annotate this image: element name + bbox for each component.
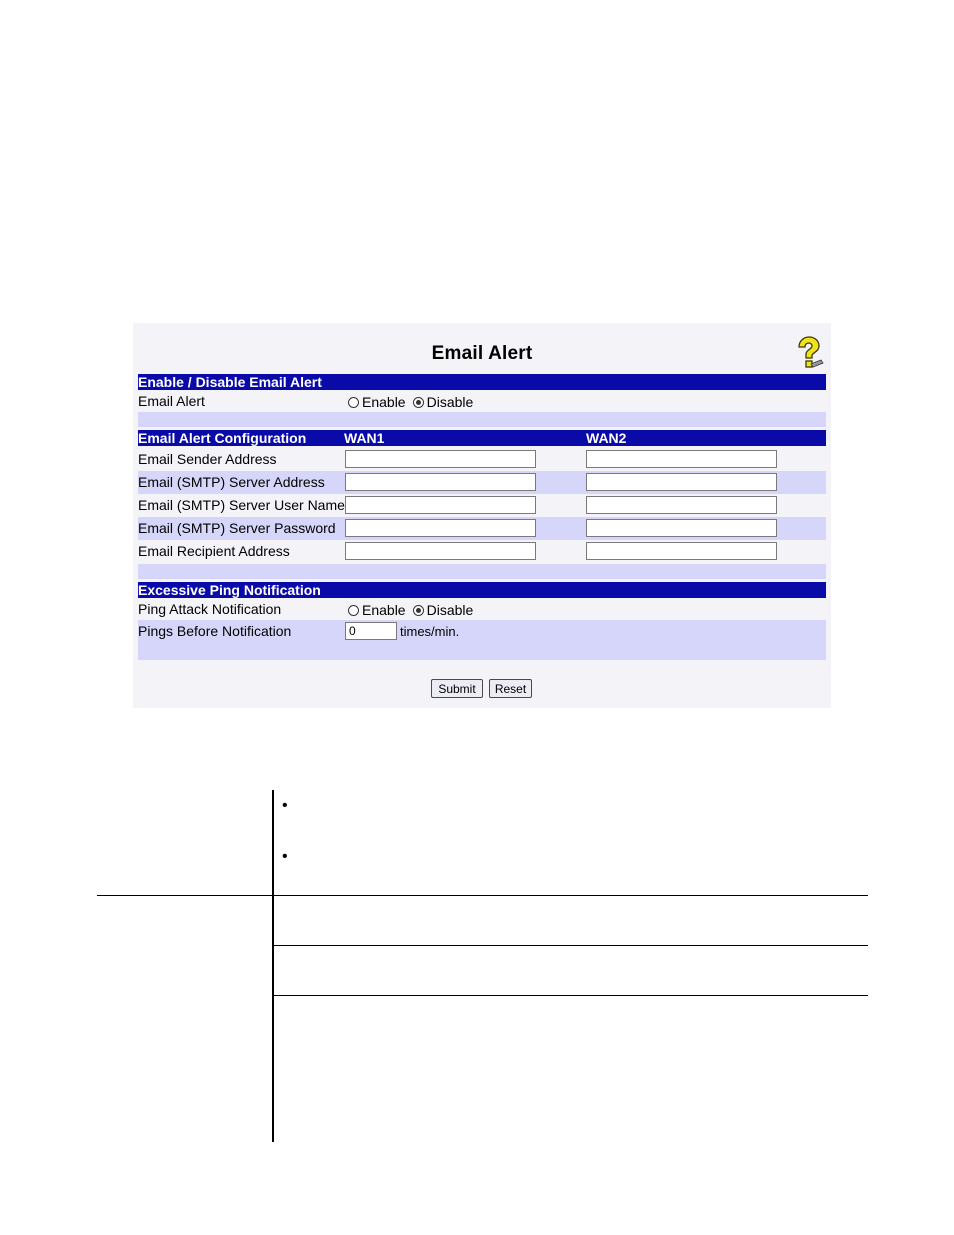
- email-alert-radio-group: [348, 392, 480, 412]
- sender-address-wan2-input[interactable]: [586, 450, 777, 468]
- smtp-server-address-row: [138, 471, 826, 494]
- smtp-password-row: [138, 517, 826, 540]
- reset-button[interactable]: Reset: [489, 679, 532, 698]
- smtp-user-name-wan2-input[interactable]: [586, 496, 777, 514]
- recipient-address-wan2-input[interactable]: [586, 542, 777, 560]
- sender-address-wan1-input[interactable]: [345, 450, 536, 468]
- table-row-divider: [274, 995, 868, 996]
- ping-attack-enable-radio[interactable]: [348, 605, 359, 616]
- question-mark-icon[interactable]: [792, 336, 824, 370]
- ping-attack-disable-label[interactable]: Disable: [426, 602, 474, 618]
- pings-before-row: [138, 620, 826, 642]
- ping-attack-enable-label[interactable]: Enable: [362, 602, 406, 618]
- ping-attack-disable-radio[interactable]: [413, 605, 424, 616]
- email-alert-section-header: [138, 374, 826, 390]
- smtp-user-name-label: Email (SMTP) Server User Name: [138, 497, 345, 513]
- sender-address-row: [138, 448, 826, 471]
- email-alert-panel: [133, 323, 831, 708]
- sender-address-label: Email Sender Address: [138, 451, 277, 467]
- email-config-header-label: Email Alert Configuration: [138, 430, 307, 446]
- ping-header-label: Excessive Ping Notification: [138, 582, 321, 598]
- table-row-divider: [274, 945, 868, 946]
- pings-unit-label: times/min.: [400, 624, 460, 639]
- email-alert-enable-radio[interactable]: [348, 397, 359, 408]
- smtp-password-label: Email (SMTP) Server Password: [138, 520, 336, 536]
- recipient-address-row: [138, 540, 826, 563]
- table-row-divider: [97, 895, 868, 896]
- wan2-column-header: WAN2: [586, 430, 627, 446]
- page-title: Email Alert: [431, 343, 533, 364]
- email-alert-disable-radio[interactable]: [413, 397, 424, 408]
- email-alert-enable-label[interactable]: Enable: [362, 394, 406, 410]
- smtp-user-name-wan1-input[interactable]: [345, 496, 536, 514]
- smtp-server-address-wan1-input[interactable]: [345, 473, 536, 491]
- submit-button[interactable]: Submit: [431, 679, 483, 698]
- smtp-server-address-wan2-input[interactable]: [586, 473, 777, 491]
- email-alert-disable-label[interactable]: Disable: [426, 394, 474, 410]
- smtp-server-address-label: Email (SMTP) Server Address: [138, 474, 325, 490]
- spacer-row: [138, 642, 826, 660]
- recipient-address-label: Email Recipient Address: [138, 543, 290, 559]
- spacer-row: [138, 564, 826, 579]
- smtp-password-wan1-input[interactable]: [345, 519, 536, 537]
- table-vertical-divider: [272, 790, 274, 1142]
- recipient-address-wan1-input[interactable]: [345, 542, 536, 560]
- email-alert-row: [138, 392, 826, 412]
- email-alert-label: Email Alert: [138, 393, 205, 409]
- ping-attack-radio-group: [348, 600, 480, 620]
- pings-before-input[interactable]: [345, 622, 397, 640]
- ping-attack-label: Ping Attack Notification: [138, 601, 282, 617]
- ping-section-header: [138, 582, 826, 598]
- email-config-section-header: [138, 430, 826, 446]
- smtp-user-name-row: [138, 494, 826, 517]
- spacer-row: [138, 412, 826, 427]
- email-alert-header-label: Enable / Disable Email Alert: [138, 374, 322, 390]
- ping-attack-row: [138, 600, 826, 620]
- wan1-column-header: WAN1: [344, 430, 385, 446]
- bullet-marker: •: [282, 797, 288, 814]
- bullet-marker: •: [282, 848, 288, 865]
- pings-before-label: Pings Before Notification: [138, 623, 292, 639]
- smtp-password-wan2-input[interactable]: [586, 519, 777, 537]
